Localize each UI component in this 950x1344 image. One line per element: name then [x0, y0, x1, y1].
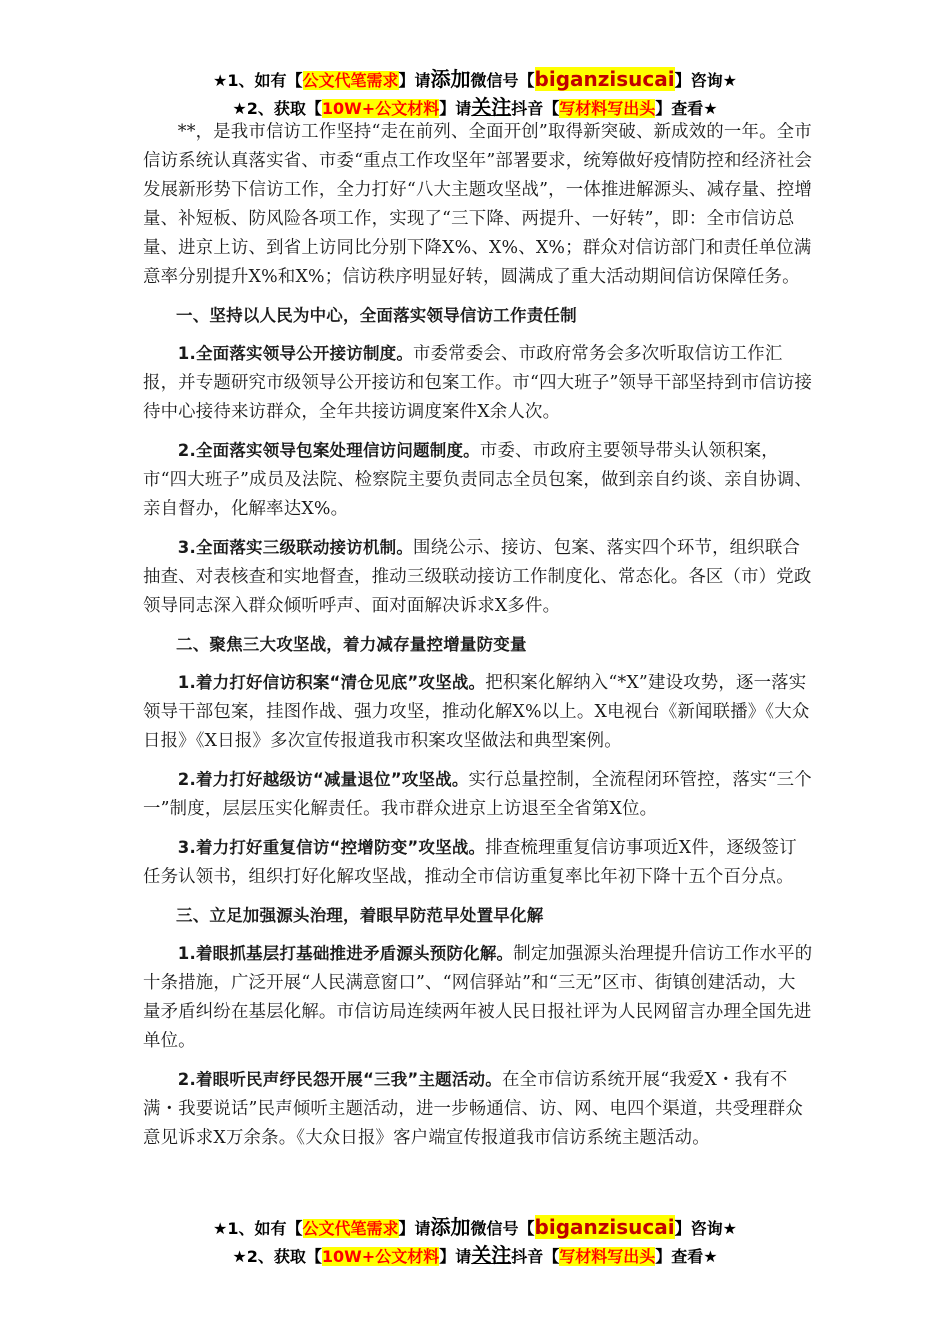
- promo-line-2-bottom: ★2、获取【10W+公文材料】请关注抖音【写材料写出头】查看★: [232, 1243, 718, 1267]
- paragraph-2-1: 1.着力打好信访积案“清仓见底”攻坚战。把积案化解纳入“*X”建设攻势，逐一落实领导干部包案，挂图作战、强力攻坚，推动化解X%以上。X电视台《新闻联播》《大众日报》《X日报》多次宣传报道我市积案攻坚做法和典型案例。: [143, 673, 810, 751]
- document-body: [143, 118, 813, 1162]
- promo-line-1-bottom: ★1、如有【公文代笔需求】请添加微信号【biganzisucai】咨询★: [213, 1215, 737, 1239]
- promo-line-2: ★2、获取【10W+公文材料】请关注抖音【写材料写出头】查看★: [232, 95, 718, 119]
- section-heading-1: 一、坚持以人民为中心，全面落实领导信访工作责任制: [176, 306, 577, 325]
- paragraph-2-3: 3.着力打好重复信访“控增防变”攻坚战。排查梳理重复信访事项近X件，逐级签订任务认领书，组织打好化解攻坚战，推动全市信访重复率比年初下降十五个百分点。: [143, 838, 797, 887]
- highlight-materials: 10W+公文材料: [321, 1247, 440, 1266]
- highlight-service: 公文代笔需求: [302, 71, 399, 90]
- paragraph-1-3: 3.全面落实三级联动接访机制。围绕公示、接访、包案、落实四个环节，组织联合抽查、对表核查和实地督查，推动三级联动接访工作制度化、常态化。各区（市）党政领导同志深入群众倾听呼声、面对面解决诉求X多件。: [143, 538, 812, 616]
- promo-banner-bottom: [0, 1214, 950, 1270]
- paragraph-1-1: 1.全面落实领导公开接访制度。市委常委会、市政府常务会多次听取信访工作汇报，并专题研究市级领导公开接访和包案工作。市“四大班子”领导干部坚持到市信访接待中心接待来访群众，全年共接访调度案件X余人次。: [143, 344, 813, 422]
- highlight-wechat-id: biganzisucai: [534, 67, 675, 91]
- highlight-wechat-id: biganzisucai: [534, 1215, 675, 1239]
- highlight-douyin: 写材料写出头: [559, 1247, 656, 1266]
- highlight-douyin: 写材料写出头: [559, 99, 656, 118]
- paragraph-3-2: 2.着眼听民声纾民怨开展“三我”主题活动。在全市信访系统开展“我爱X・我有不满・我要说话”民声倾听主题活动，进一步畅通信、访、网、电四个渠道，共受理群众意见诉求X万余条。《大众日报》客户端宣传报道我市信访系统主题活动。: [143, 1070, 803, 1148]
- intro-paragraph: **，是我市信访工作坚持“走在前列、全面开创”取得新突破、新成效的一年。全市信访系统认真落实省、市委“重点工作攻坚年”部署要求，统筹做好疫情防控和经济社会发展新形势下信访工作，全力打好“八大主题攻坚战”，一体推进解源头、减存量、控增量、补短板、防风险各项工作，实现了“三下降、两提升、一好转”，即：全市信访总量、进京上访、到省上访同比分别下降X%、X%、X%；群众对信访部门和责任单位满意率分别提升X%和X%；信访秩序明显好转，圆满成了重大活动期间信访保障任务。: [143, 122, 813, 287]
- paragraph-2-2: 2.着力打好越级访“减量退位”攻坚战。实行总量控制，全流程闭环管控，落实“三个一”制度，层层压实化解责任。我市群众进京上访退至全省第X位。: [143, 770, 812, 819]
- section-heading-3: 三、立足加强源头治理，着眼早防范早处置早化解: [176, 906, 544, 925]
- promo-banner-top: [0, 66, 950, 122]
- promo-line-1: ★1、如有【公文代笔需求】请添加微信号【biganzisucai】咨询★: [213, 67, 737, 91]
- highlight-service: 公文代笔需求: [302, 1219, 399, 1238]
- highlight-materials: 10W+公文材料: [321, 99, 440, 118]
- section-heading-2: 二、聚焦三大攻坚战，着力减存量控增量防变量: [176, 635, 527, 654]
- paragraph-3-1: 1.着眼抓基层打基础推进矛盾源头预防化解。制定加强源头治理提升信访工作水平的十条措施，广泛开展“人民满意窗口”、“网信驿站”和“三无”区市、街镇创建活动，大量矛盾纠纷在基层化解。市信访局连续两年被人民日报社评为人民网留言办理全国先进单位。: [143, 944, 813, 1051]
- paragraph-1-2: 2.全面落实领导包案处理信访问题制度。市委、市政府主要领导带头认领积案，市“四大班子”成员及法院、检察院主要负责同志全员包案，做到亲自约谈、亲自协调、亲自督办，化解率达X%。: [143, 441, 813, 519]
